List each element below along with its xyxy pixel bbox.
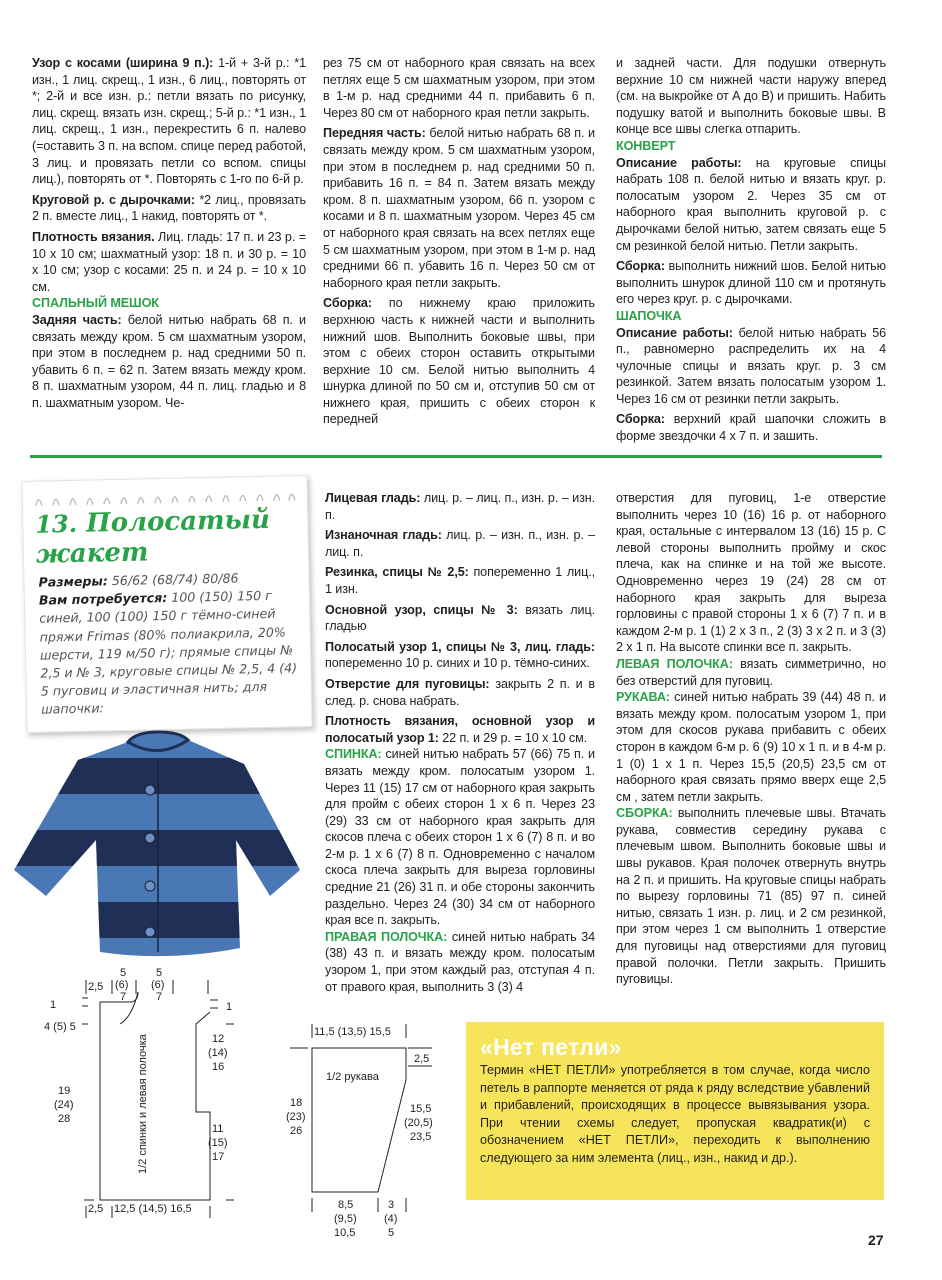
- paragraph: Лицевая гладь: лиц. р. – лиц. п., изн. р. – изн. п.: [325, 491, 596, 522]
- dimension-label: (24): [54, 1099, 74, 1111]
- scheme-part-label: 1/2 спинки и левая полочка: [137, 1034, 149, 1174]
- paragraph: Сборка: по нижнему краю приложить верхнюю часть к нижней части и выполнить нижний шов. Выполнить боковые швы, при этом с обеих сторон оставить открытыми верхние 10 см. Белой нитью выполнить 4 шнурка длиной по 50 см и, отступив 50 см от нижнего края, пришить с обеих сторон к передней: [323, 296, 595, 427]
- dimension-label: 23,5: [410, 1131, 432, 1143]
- dimension-label: (23): [286, 1111, 306, 1123]
- dimension-label: 1: [226, 1001, 233, 1013]
- paragraph: ПРАВАЯ ПОЛОЧКА: синей нитью набрать 34 (38) 43 п. и вязать между кром. полосатым узором 1, при этом каждый раз, отступая 4 п. от правого края, выполнить 3 (3) 4: [325, 929, 595, 994]
- pattern-title-card: [21, 475, 312, 733]
- paragraph: Сборка: верхний край шапочки сложить в форме звездочки 4 х 7 п. и зашить.: [616, 412, 886, 444]
- section-heading: ШАПОЧКА: [616, 308, 682, 323]
- striped-jacket-photo: [8, 720, 308, 965]
- paragraph: Основной узор, спицы № 3: вязать лиц. гладью: [325, 602, 595, 634]
- section-heading: КОНВЕРТ: [616, 138, 676, 153]
- dimension-label: 5: [120, 967, 127, 979]
- pattern-materials: Размеры: 56/62 (68/74) 80/86 Вам потребуется: 100 (150) 150 г синей, 100 (100) 150 г тёмно-синей пряжи Frimas (80% полиакрила, 20% шерсти, 119 м/50 г); прямые спицы № 2,5 и № 3, круговые спицы № 2,5, 4 (4) 5 пуговиц и эластичная нить; для шапочки:: [38, 570, 298, 718]
- scheme-part-label: 1/2 рукава: [326, 1071, 379, 1083]
- dimension-label: 11: [212, 1123, 224, 1135]
- dimension-label: 19: [58, 1085, 71, 1097]
- paragraph: Описание работы: на круговые спицы набрать 108 п. белой нитью и вязать круг. р. полосатым узором 2. Через 35 см от наборного края выполнить круговой р. с дырочками белой нитью, затем связать еще 5 см резинкой белой нитью. Петли закрыть.: [616, 155, 887, 253]
- dimension-label: 18: [290, 1097, 303, 1109]
- paragraph: Резинка, спицы № 2,5: попеременно 1 лиц., 1 изн.: [325, 565, 595, 596]
- dimension-label: 5: [156, 967, 163, 979]
- section-heading: СПАЛЬНЫЙ МЕШОК: [32, 296, 159, 311]
- section-divider: [30, 455, 882, 458]
- back-and-front-scheme: [30, 962, 250, 1222]
- dimension-label: 2,5: [88, 981, 104, 993]
- dimension-label: 3: [388, 1199, 395, 1211]
- paragraph: Изнаночная гладь: лиц. р. – изн. п., изн. р. – лиц. п.: [325, 528, 596, 559]
- page-number: 27: [868, 1232, 884, 1248]
- dimension-label: 16: [212, 1061, 225, 1073]
- paragraph: отверстия для пуговиц, 1-е отверстие выполнить через 10 (16) 16 р. от наборного края, остальные с интервалом 13 (16) 15 р. С левой стороны выполнить пройму и скос плеча, как на спинке и на той же высоте. Одновременно через 19 (24) 28 см от наборного края закрыть для выреза горловины с правой стороны 1 х 6 (7) 7 п. и в каждом 2-м р. 1 (1) 2 х 3 п., 2 (3) 3 х 2 п. и 3 (3) 2 х 1 п. На высоте спинки все п. закрыть.: [616, 491, 886, 655]
- dimension-label: (6): [151, 979, 165, 991]
- paragraph: Сборка: выполнить нижний шов. Белой нитью выполнить шнурок длиной 110 см и протянуть его через круг. р. с дырочками.: [616, 259, 886, 307]
- dimension-label: 17: [212, 1151, 225, 1163]
- dimension-label: (4): [384, 1213, 398, 1225]
- text-column-2b: [325, 490, 595, 999]
- dimension-label: 7: [120, 991, 127, 1003]
- tip-box: [466, 1022, 884, 1200]
- dimension-label: (20,5): [404, 1117, 433, 1129]
- paragraph: Задняя часть: белой нитью набрать 68 п. и связать между кром. 5 см шахматным узором, при этом в последнем р. над средними 50 п. убавить 6 п. = 62 п. Затем вязать между кром. 8 п. шахматным узором, 44 п. лиц. гладью и 8 п. шахматным узором. Че-: [32, 312, 306, 410]
- dimension-label: 1: [50, 999, 57, 1011]
- dimension-label: 10,5: [334, 1227, 356, 1239]
- text-column-3b: [616, 490, 886, 992]
- text-column-2: [323, 55, 595, 432]
- paragraph: Узор с косами (ширина 9 п.): 1-й + 3-й р.: *1 изн., 1 лиц. скрещ., 1 изн., 6 лиц., повторять от *; 2-й и все изн. р.: петли вязать по рисунку, лиц. скрещ. вязать изн. скрещ.; 5-й р.: *1 изн., 1 лиц. скрещ., 1 изн., перекрестить 6 п. налево (=оставить 3 п. на вспом. спице перед работой, 3 лиц. и провязать петли со вспом. спицы лиц.), повторять от *. Повторять с 1-го по 6-й р.: [32, 56, 306, 187]
- dimension-label: 12: [212, 1033, 225, 1045]
- dimension-label: (9,5): [334, 1213, 357, 1225]
- dimension-label: 5: [388, 1227, 395, 1239]
- dimension-label: (6): [115, 979, 129, 991]
- paragraph: Передняя часть: белой нитью набрать 68 п. и связать между кром. 5 см шахматным узором, при этом в последнем р. над средними 50 п. прибавить 16 п. = 84 п. Затем вязать между кром. 8 п. шахматным узором, 66 п. узором с косами и 8 п. шахматным узором. Через 45 см от наборного края связать на всех петлях еще 5 см шахматным узором, при этом в 1-м р. над средними 66 п. убавить 16 п. Через 50 см от наборного края петли закрыть.: [323, 126, 595, 290]
- paragraph: РУКАВА: синей нитью набрать 39 (44) 48 п. и вязать между кром. полосатым узором 1, при этом для скосов рукава прибавить с обеих сторон в каждом 6-м р. 6 (9) 10 х 1 п. и в 4-м р. 1 (0) 1 х 1 п. Через 15,5 (20,5) 23,5 см от наборного края связать прямо вверх еще 2,5 см , затем петли закрыть.: [616, 690, 886, 804]
- paragraph: СПИНКА: синей нитью набрать 57 (66) 75 п. и вязать между кром. полосатым узором 1. Через 11 (15) 17 см от наборного края закрыть для пройм с обеих сторон 1 х 6 п. Через 23 (29) 33 см от наборного края закрыть для скосов плеча с обеих сторон 1 х 6 (7) 8 п. и во 2-м р. 1 х 6 (7) 8 п. Одновременно с началом скоса плеча закрыть для выреза горловины средние 21 (26) 31 п. и обе стороны закончить раздельно. Через 24 (30) 34 см от наборного края все п. закрыть.: [325, 747, 595, 928]
- dimension-label: 2,5: [88, 1203, 104, 1215]
- paragraph: Плотность вязания. Лиц. гладь: 17 п. и 23 р. = 10 х 10 см; шахматный узор: 18 п. и 30 р. = 10 х 10 см; узор с косами: 25 п. и 24 р. = 10 х 10 см.: [32, 229, 306, 294]
- pattern-title: 13. Полосатый жакет: [34, 504, 271, 570]
- dimension-label: 12,5 (14,5) 16,5: [114, 1203, 192, 1215]
- paragraph: Отверстие для пуговицы: закрыть 2 п. и в след. р. снова набрать.: [325, 676, 595, 708]
- paragraph: Описание работы: белой нитью набрать 56 п., равномерно распределить их на 4 чулочные спицы и вязать круг. р. 3 см резинкой. Затем вязать полосатым узором 1. Через 16 см от резинки петли закрыть.: [616, 325, 887, 406]
- dimension-label: (14): [208, 1047, 228, 1059]
- dimension-label: 26: [290, 1125, 303, 1137]
- dimension-label: 28: [58, 1113, 71, 1125]
- dimension-label: 8,5: [338, 1199, 354, 1211]
- paragraph: рез 75 см от наборного края связать на всех петлях еще 5 см шахматным узором, при этом в 1-м р. над средними 44 п. прибавить 6 п. Через 80 см от наборного края петли закрыть.: [323, 56, 595, 120]
- paragraph: СБОРКА: выполнить плечевые швы. Втачать рукава, совместив середину рукава с плечевым швом. Выполнить боковые швы и швы рукавов. Края полочек отвернуть внутрь на 2 п. и пришить. На круговые спицы набрать по вырезу горловины 71 (85) 97 п. синей нитью, связать 1 изн. р. лиц. и 2 см резинкой, при этом через 1 см выполнить 1 отверстие для пуговицы над отверстиями для пуговиц правой полочки. Петли закрыть. Пришить пуговицы.: [616, 806, 886, 987]
- dimension-label: 11,5 (13,5) 15,5: [314, 1026, 391, 1038]
- text-column-3: [616, 55, 886, 449]
- text-column-1: [32, 55, 306, 415]
- paragraph: Круговой р. с дырочками: *2 лиц., провязать 2 п. вместе лиц., 1 накид, повторять от *.: [32, 192, 307, 224]
- dimension-label: (15): [208, 1137, 228, 1149]
- paragraph: и задней части. Для подушки отвернуть верхние 10 см нижней части наружу вперед (см. на выкройке от А до В) и пришить. Набить подушку ватой и выполнить боковые швы. В конце все швы слегка отпарить.: [616, 56, 886, 137]
- paragraph: ЛЕВАЯ ПОЛОЧКА: вязать симметрично, но без отверстий для пуговиц.: [616, 656, 886, 688]
- dimension-label: 7: [156, 991, 163, 1003]
- dimension-label: 2,5: [414, 1053, 430, 1065]
- dimension-label: 4 (5) 5: [44, 1021, 76, 1033]
- paragraph: Плотность вязания, основной узор и полосатый узор 1: 22 п. и 29 р. = 10 х 10 см.: [325, 714, 595, 745]
- dimension-label: 15,5: [410, 1103, 432, 1115]
- tip-box-text: Термин «НЕТ ПЕТЛИ» употребляется в том случае, когда число петель в раппорте меняется от ряда к ряду вследствие убавлений и прибавлений, происходящих в процессе вывязывания узора. При чтении схемы следует, пропуская квадратик(и) с обозначением «НЕТ ПЕТЛИ», переходить к выполнению следующего за ним элемента (лиц., изн., накид и др.).: [480, 1063, 870, 1165]
- sleeve-scheme: [268, 1020, 448, 1240]
- paragraph: Полосатый узор 1, спицы № 3, лиц. гладь: попеременно 10 р. синих и 10 р. тёмно-синих.: [325, 639, 595, 671]
- tip-box-title: «Нет петли»: [480, 1034, 622, 1060]
